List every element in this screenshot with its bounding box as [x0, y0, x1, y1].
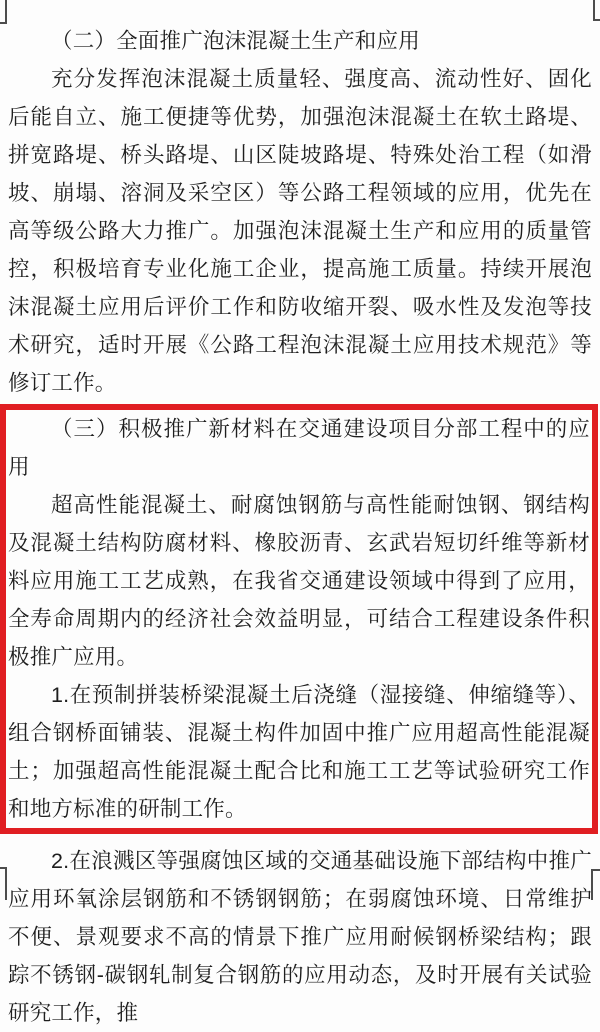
frame-corner-bottom-left: [0, 867, 7, 900]
list-item-1: 1.在预制拼装桥梁混凝土后浇缝（湿接缝、伸缩缝等）、组合钢桥面铺装、混凝土构件加固中推广应用超高性能混凝土；加强超高性能混凝土配合比和施工工艺等试验研究工作和地方标准的研制工作。: [8, 683, 590, 821]
frame-corner-top-right: [593, 0, 600, 21]
frame-corner-bottom-right: [591, 869, 600, 900]
paragraph-foam-concrete: 充分发挥泡沫混凝土质量轻、强度高、流动性好、固化后能自立、施工便捷等优势，加强泡沫混凝土在软土路堤、拼宽路堤、桥头路堤、山区陡坡路堤、特殊处治工程（如滑坡、崩塌、溶洞及采空区）等公路工程领域的应用，优先在高等级公路大力推广。加强泡沫混凝土生产和应用的质量管控，积极培育专业化施工企业，提高施工质量。持续开展泡沫混凝土应用后评价工作和防收缩开裂、吸水性及发泡等技术研究，适时开展《公路工程泡沫混凝土应用技术规范》等修订工作。: [8, 67, 592, 395]
section-heading-2: （二）全面推广泡沫混凝土生产和应用: [51, 29, 420, 53]
paragraph-new-materials: 超高性能混凝土、耐腐蚀钢筋与高性能耐蚀钢、钢结构及混凝土结构防腐材料、橡胶沥青、玄武岩短切纤维等新材料应用施工工艺成熟，在我省交通建设领域中得到了应用，全寿命周期内的经济社会效益明显，可结合工程建设条件积极推广应用。: [8, 493, 590, 669]
frame-corner-top-left: [0, 0, 7, 24]
section-heading-3: （三）积极推广新材料在交通建设项目分部工程中的应用: [8, 417, 590, 479]
red-highlight-box: [0, 404, 598, 834]
list-item-2: 2.在浪溅区等强腐蚀区域的交通基础设施下部结构中推广应用环氧涂层钢筋和不锈钢钢筋；在弱腐蚀环境、日常维护不便、景观要求不高的情景下推广应用耐候钢桥梁结构；跟踪不锈钢-碳钢轧制复合钢筋的应用动态，及时开展有关试验研究工作，推: [8, 849, 592, 1025]
